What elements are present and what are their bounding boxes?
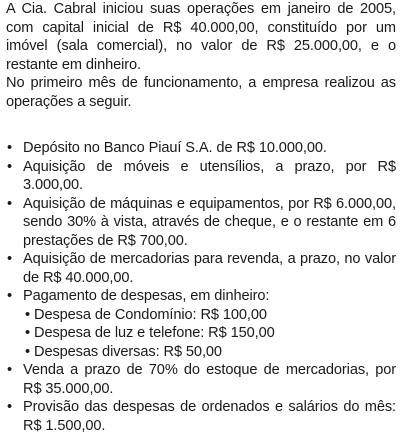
operation-text: Depósito no Banco Piauí S.A. de R$ 10.000,00. — [23, 140, 327, 156]
operation-item — [6, 139, 396, 158]
expense-item — [25, 306, 396, 325]
expense-text: Despesa de luz e telefone: R$ 150,00 — [34, 325, 275, 341]
bullet-icon: • — [25, 343, 31, 360]
expense-text: Despesa de Condomínio: R$ 100,00 — [34, 306, 267, 323]
operation-text: Venda a prazo de 70% do estoque de mercadorias, por R$ 35.000,00. — [23, 362, 396, 397]
operations-list — [6, 139, 396, 435]
operation-item — [6, 398, 396, 435]
bullet-icon: • — [25, 325, 31, 341]
bullet-icon: • — [7, 195, 13, 212]
operations-intro-paragraph: No primeiro mês de funcionamento, a empresa realizou as operações a seguir. — [6, 75, 396, 110]
operation-item-expenses — [6, 287, 396, 361]
operation-text: Aquisição de mercadorias para revenda, a prazo, no valor de R$ 40.000,00. — [23, 251, 396, 286]
bullet-icon: • — [7, 251, 13, 267]
operation-item — [6, 158, 396, 195]
bullet-icon: • — [7, 288, 13, 304]
operation-text: Pagamento de despesas, em dinheiro: — [23, 288, 270, 304]
operation-text: Aquisição de máquinas e equipamentos, por R$ 6.000,00, sendo 30% à vista, através de cheque, e o restante em 6 prestações de R$ 700,00. — [23, 195, 396, 249]
intro-paragraph: A Cia. Cabral iniciou suas operações em janeiro de 2005, com capital inicial de R$ 40.000,00, constituído por um imóvel (sala comercial), no valor de R$ 25.000,00, e o restante em dinheiro. — [6, 1, 396, 73]
operation-item — [6, 250, 396, 287]
expenses-list — [23, 306, 396, 362]
bullet-icon: • — [7, 158, 13, 175]
operation-text: Aquisição de móveis e utensílios, a prazo, por R$ 3.000,00. — [23, 158, 396, 193]
bullet-icon: • — [7, 399, 13, 415]
bullet-icon: • — [25, 306, 31, 323]
operation-item — [6, 195, 396, 251]
problem-statement — [6, 0, 396, 435]
operation-item — [6, 361, 396, 398]
bullet-icon: • — [7, 362, 13, 378]
bullet-icon: • — [7, 140, 13, 156]
expense-text: Despesas diversas: R$ 50,00 — [34, 343, 222, 360]
operation-text: Provisão das despesas de ordenados e salários do mês: R$ 1.500,00. — [23, 399, 396, 434]
expense-item — [25, 324, 396, 343]
expense-item — [25, 343, 396, 362]
